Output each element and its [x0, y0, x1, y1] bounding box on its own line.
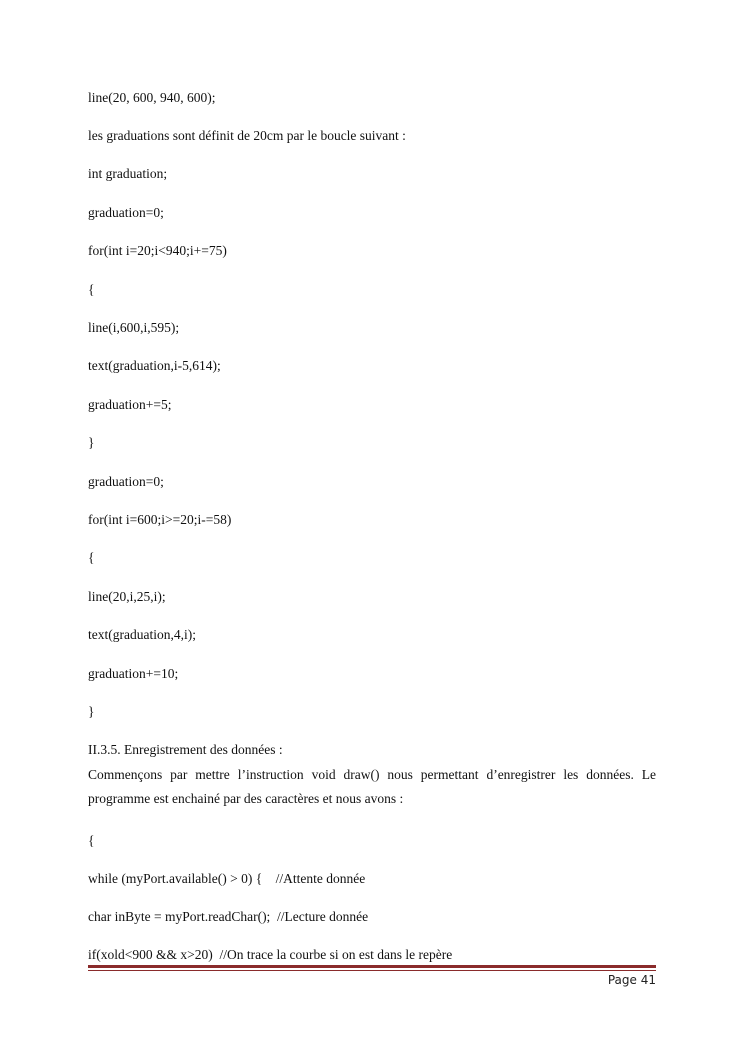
code-line: int graduation; — [88, 166, 168, 181]
code-line: for(int i=600;i>=20;i-=58) — [88, 512, 232, 527]
code-line: graduation+=5; — [88, 397, 172, 412]
page-number: Page 41 — [607, 973, 656, 987]
code-line: } — [88, 435, 95, 450]
code-line: text(graduation,4,i); — [88, 627, 196, 642]
code-line: text(graduation,i-5,614); — [88, 358, 221, 373]
code-line: } — [88, 704, 95, 719]
code-line: graduation+=10; — [88, 666, 179, 681]
code-line: graduation=0; — [88, 474, 164, 489]
footer-rule-thin — [88, 970, 656, 971]
code-line: char inByte = myPort.readChar(); //Lecture donnée — [88, 909, 369, 924]
code-line: while (myPort.available() > 0) { //Attente donnée — [88, 871, 366, 886]
code-line: { — [88, 833, 95, 848]
body-text-line: les graduations sont définit de 20cm par le boucle suivant : — [88, 128, 406, 143]
code-line: { — [88, 282, 95, 297]
code-line: if(xold<900 && x>20) //On trace la courbe si on est dans le repère — [88, 947, 453, 962]
code-line: for(int i=20;i<940;i+=75) — [88, 243, 227, 258]
section-heading: II.3.5. Enregistrement des données : — [88, 742, 283, 757]
footer-rule-thick — [88, 965, 656, 968]
code-line: { — [88, 550, 95, 565]
code-line: line(i,600,i,595); — [88, 320, 180, 335]
code-line: line(20,i,25,i); — [88, 589, 166, 604]
body-paragraph: Commençons par mettre l’instruction void draw() nous permettant d’enregistrer les données. Le programme est enchainé par des caractères et nous avons : — [88, 767, 656, 806]
code-line: graduation=0; — [88, 205, 164, 220]
code-line: line(20, 600, 940, 600); — [88, 90, 216, 105]
